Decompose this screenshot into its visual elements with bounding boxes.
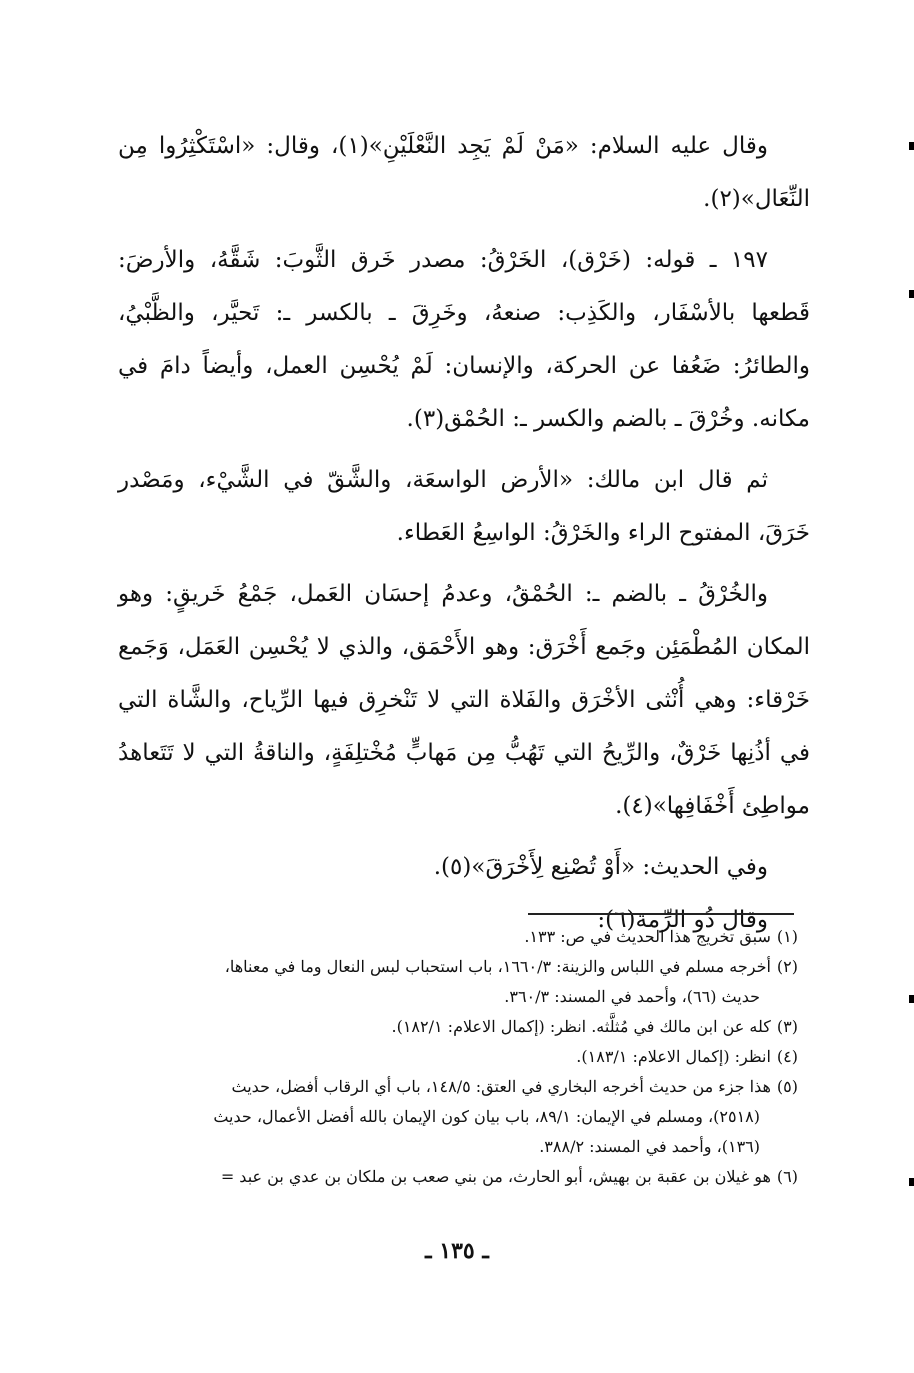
footnote-1 — [112, 922, 798, 952]
footnote-6 — [112, 1162, 798, 1192]
footnote-5 — [112, 1072, 798, 1102]
footnote-number: (٥) — [776, 1077, 798, 1096]
footnote-3 — [112, 1012, 798, 1042]
footnote-2 — [112, 952, 798, 982]
page-number: ـ ١٣٥ ـ — [425, 1238, 489, 1264]
footnote-5-continued: (١٣٦)، وأحمد في المسند: ٣٨٨/٢. — [539, 1137, 760, 1156]
footnote-separator — [528, 913, 794, 915]
paragraph-2: ١٩٧ ـ قوله: (خَرْق)، الخَرْقُ: مصدر خَرق الثَّوبَ: شَقَّهُ، والأرضَ: قَطعها بالأسْفَار، والكَذِب: صنعهُ، وخَرِقَ ـ بالكسر ـ: تَحيَّر، والظَّبْيُ، والطائرُ: ضَعُفا عن الحركة، والإنسان: لَمْ يُحْسِن العمل، وأيضاً دامَ في مكانه. وخُرْقَ ـ بالضم والكسر ـ: الحُمْق(٣). — [118, 247, 810, 432]
footnote-text: انظر: (إكمال الاعلام: ١٨٣/١). — [576, 1047, 771, 1066]
footnote-5-continued: (٢٥١٨)، ومسلم في الإيمان: ٨٩/١، باب بيان كون الإيمان بالله أفضل الأعمال، حديث — [213, 1107, 760, 1126]
main-text — [118, 120, 810, 947]
footnote-number: (١) — [776, 927, 798, 946]
footnote-number: (٢) — [776, 957, 798, 976]
footnote-text: سبق تخريج هذا الحديث في ص: ١٣٣. — [524, 927, 771, 946]
paragraph-4: والخُرْقُ ـ بالضم ـ: الحُمْقُ، وعدمُ إحسَان العَمل، جَمْعُ خَريقٍ: وهو المكان المُطْمَئِن وجَمع أَخْرَق: وهو الأَحْمَق، والذي لا يُحْسِن العَمَل، وَجَمع خَرْقاء: وهي أُنْثى الأخْرَق والفَلاة التي لا تَنْخرِق فيها الرِّياح، والشَّاة التي في أذُنِها خَرْقٌ، والرِّيحُ التي تَهُبُّ مِن مَهابٍّ مُخْتلِفَةٍ، والناقةُ التي لا تَتَعاهدُ مواطِئ أَخْفَافِها»(٤). — [118, 581, 810, 819]
footnote-4 — [112, 1042, 798, 1072]
footnote-text: كله عن ابن مالك في مُثلَّثه. انظر: (إكمال الاعلام: ١٨٢/١). — [391, 1017, 771, 1036]
footnote-text: هو غيلان بن عقبة بن بهيش، أبو الحارث، من بني صعب بن ملكان بن عدي بن عبد = — [220, 1167, 771, 1186]
scan-edge-mark — [909, 142, 914, 150]
footnote-text: هذا جزء من حديث أخرجه البخاري في العتق: ١٤٨/٥، باب أي الرقاب أفضل، حديث — [231, 1077, 771, 1096]
paragraph-1: وقال عليه السلام: «مَنْ لَمْ يَجِد النَّعْلَيْنِ»(١)، وقال: «اسْتَكْثِرُوا مِن النِّعَال»(٢). — [118, 133, 810, 212]
paragraph-5: وفي الحديث: «أَوْ تُصْنِع لِأَخْرَقَ»(٥). — [433, 854, 768, 880]
footnotes — [112, 922, 798, 1192]
footnote-number: (٣) — [776, 1017, 798, 1036]
paragraph-3: ثم قال ابن مالك: «الأرض الواسعَة، والشَّقّ في الشَّيْء، ومَصْدر خَرَقَ، المفتوح الراء والخَرْقُ: الواسِعُ العَطاء. — [118, 467, 810, 546]
scan-edge-mark — [909, 290, 914, 298]
scan-edge-mark — [909, 1178, 914, 1186]
scan-edge-mark — [909, 995, 914, 1003]
paragraph-6: وقال ذُو الرِّمة(٦): — [597, 907, 768, 933]
footnote-2-continued: حديث (٦٦)، وأحمد في المسند: ٣٦٠/٣. — [504, 987, 760, 1006]
footnote-number: (٤) — [776, 1047, 798, 1066]
footnote-text: أخرجه مسلم في اللباس والزينة: ١٦٦٠/٣، باب استحباب لبس النعال وما في معناها، — [224, 957, 771, 976]
footnote-number: (٦) — [776, 1167, 798, 1186]
